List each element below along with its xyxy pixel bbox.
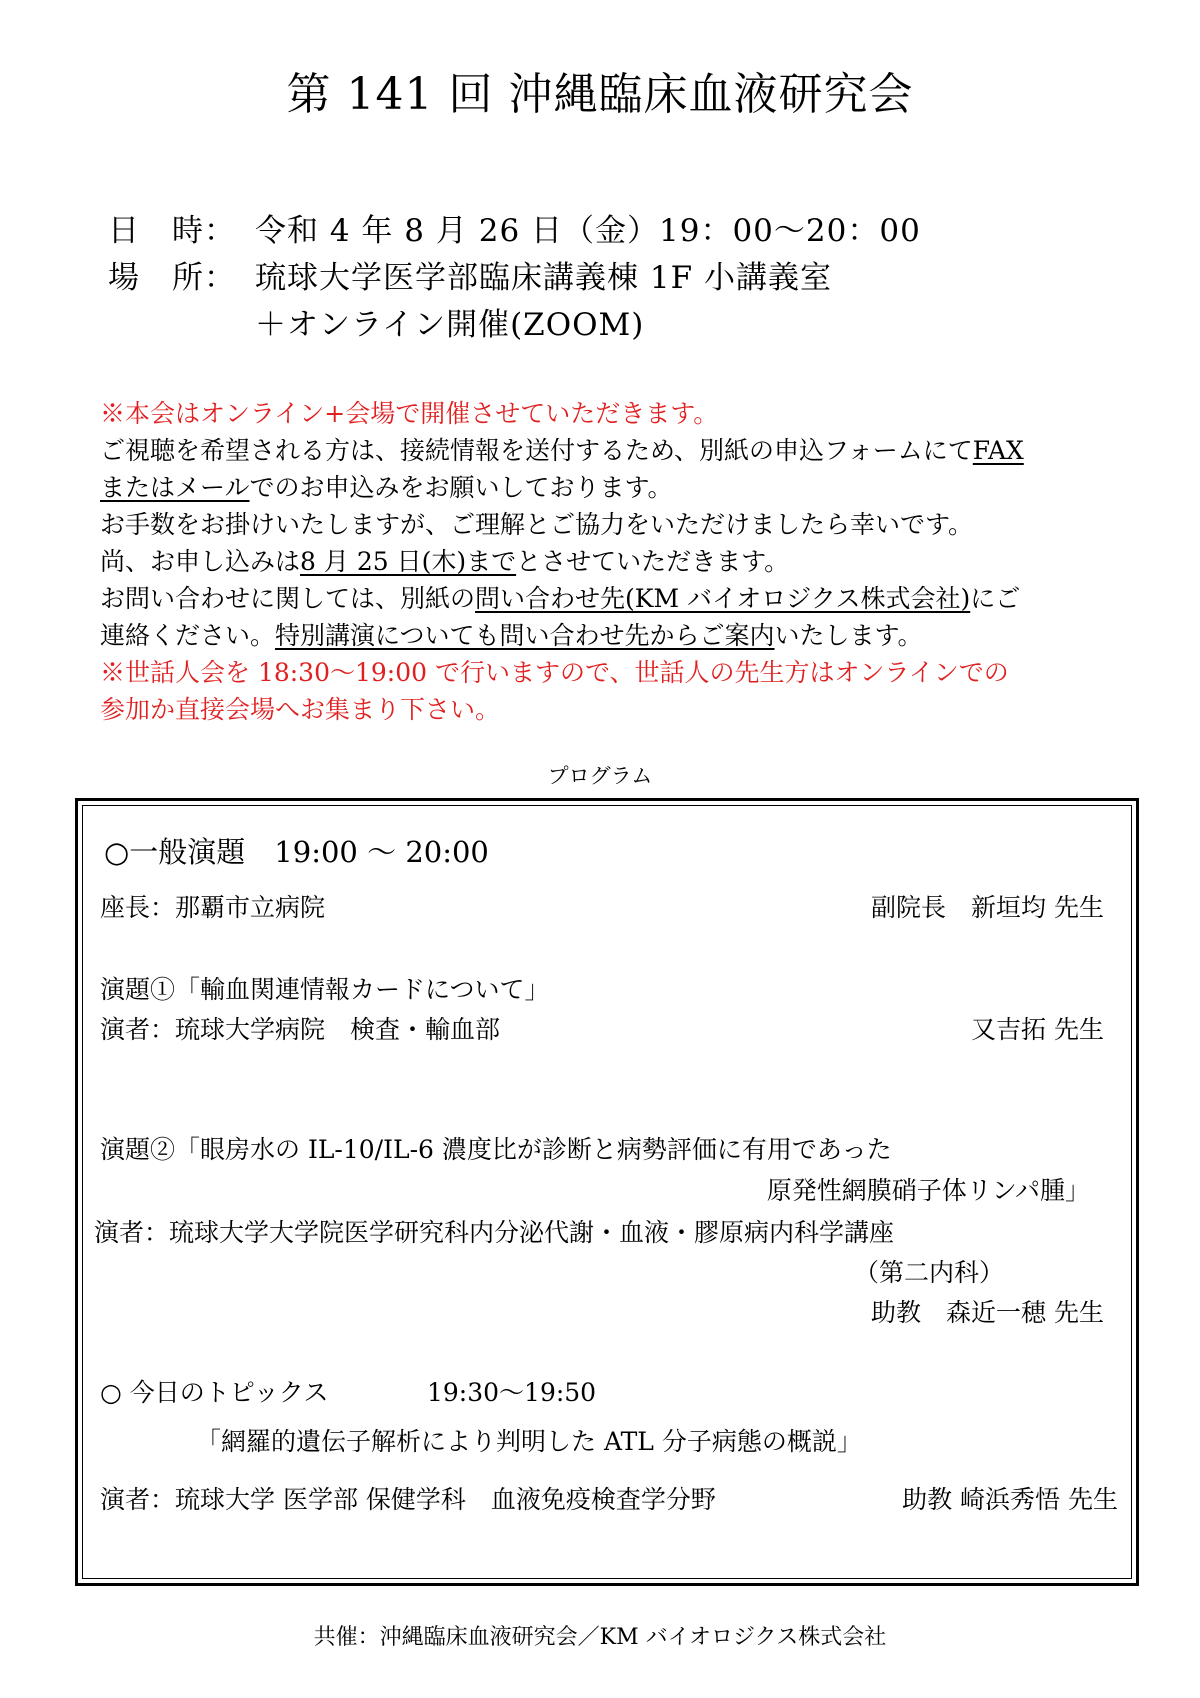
notice-red-2: ※世話人会を 18:30〜19:00 で行いますので、世話人の先生方はオンラインでの <box>100 658 1009 687</box>
notice-text: 尚、お申し込みは <box>100 547 301 576</box>
topic1-name: 又吉拓 先生 <box>971 1015 1104 1044</box>
place-value-online: ＋オンライン開催(ZOOM) <box>255 307 645 343</box>
notice-underlined-contact: 問い合わせ先(KM バイオロジクス株式会社) <box>475 584 971 613</box>
chair-name: 副院長 新垣均 先生 <box>871 893 1104 922</box>
topics-name: 助教 崎浜秀悟 先生 <box>902 1485 1118 1514</box>
program-label: プログラム <box>547 764 653 788</box>
notice-red-1: ※本会はオンライン+会場で開催させていただきます。 <box>100 399 719 428</box>
topic2-speaker: 演者：琉球大学大学院医学研究科内分泌代謝・血液・膠原病内科学講座 <box>94 1218 895 1247</box>
topic2-department: （第二内科） <box>853 1258 1004 1287</box>
notice-line-4: お手数をお掛けいたしますが、ご理解とご協力をいただけましたら幸いです。 <box>100 510 974 539</box>
notice-text: とさせていただきます。 <box>516 547 790 576</box>
general-heading: ○一般演題 19:00 〜 20:00 <box>104 835 489 869</box>
topic2-title: 演題②「眼房水の IL-10/IL-6 濃度比が診断と病勢評価に有用であった <box>100 1135 892 1164</box>
topic1-speaker: 演者：琉球大学病院 検査・輸血部 <box>100 1015 501 1044</box>
notice-line-2 <box>100 432 1024 469</box>
topics-title: 「網羅的遺伝子解析により判明した ATL 分子病態の概説」 <box>196 1427 862 1456</box>
notice-text: いたします。 <box>774 621 923 650</box>
notice-text: ご視聴を希望される方は、接続情報を送付するため、別紙の申込フォームにて <box>100 436 973 465</box>
notice-line-5 <box>100 543 789 580</box>
topic1-title: 演題①「輸血関連情報カードについて」 <box>100 975 550 1004</box>
topics-time: 19:30〜19:50 <box>427 1378 597 1407</box>
notice-red-3: 参加か直接会場へお集まり下さい。 <box>100 695 501 724</box>
notice-underlined: 特別講演についても問い合わせ先からご案内 <box>275 621 775 650</box>
date-label: 日 時： <box>108 213 236 249</box>
notice-underlined: FAX <box>972 436 1024 465</box>
notice-underlined-deadline: 8 月 25 日(木)まで <box>300 547 517 576</box>
place-label: 場 所： <box>108 260 236 296</box>
date-value: 令和 4 年 8 月 26 日（金）19：00〜20：00 <box>255 213 921 249</box>
page-title: 第 141 回 沖縄臨床血液研究会 <box>286 69 914 120</box>
notice-text: お問い合わせに関しては、別紙の <box>100 584 476 613</box>
notice-line-7 <box>100 617 923 654</box>
notice-text: 連絡ください。 <box>100 621 276 650</box>
notice-line-6 <box>100 580 1020 617</box>
chair-label: 座長：那覇市立病院 <box>100 893 326 922</box>
topic2-title-continued: 原発性網膜硝子体リンパ腫」 <box>766 1176 1090 1205</box>
notice-text: にご <box>970 584 1021 613</box>
notice-line-3 <box>100 469 673 506</box>
cohost-footer: 共催：沖縄臨床血液研究会／KM バイオロジクス株式会社 <box>313 1625 887 1650</box>
topics-speaker: 演者：琉球大学 医学部 保健学科 血液免疫検査学分野 <box>100 1485 716 1514</box>
notice-underlined: またはメール <box>100 473 250 502</box>
topic2-name: 助教 森近一穂 先生 <box>871 1298 1104 1327</box>
topics-heading: ○ 今日のトピックス <box>100 1378 329 1407</box>
notice-text: でのお申込みをお願いしております。 <box>249 473 673 502</box>
place-value: 琉球大学医学部臨床講義棟 1F 小講義室 <box>255 260 832 296</box>
